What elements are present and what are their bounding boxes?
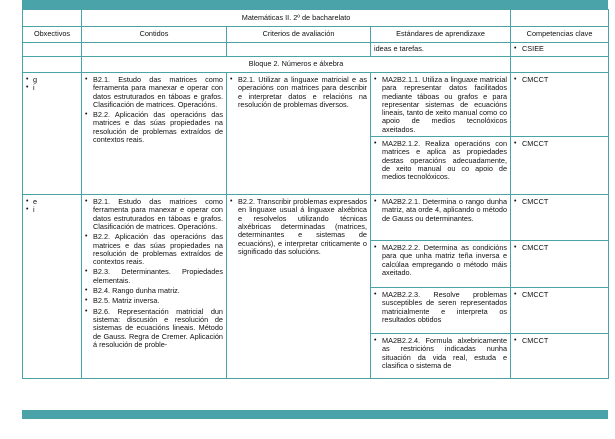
content-item: • B2.2. Aplicación das operacións das matrices e das súas propiedades na resolución de problemas extraídos de contextos reais. <box>85 233 223 266</box>
competence-item: • CMCCT <box>514 337 605 345</box>
competence-item: • CMCCT <box>514 140 605 148</box>
content-item: • B2.3. Determinantes. Propiedades elementais. <box>85 268 223 285</box>
objective-item: • i <box>26 206 78 214</box>
criterion-item: • B2.2. Transcribir problemas expresados en linguaxe usual á linguaxe alxébrica e resolvelos utilizando técnicas alxébricas determinadas (matrices, determinantes e sistemas de ecuacións), e interpretar criticamente o significado das solucións. <box>230 198 367 256</box>
row2-objectives <box>23 195 82 379</box>
table-title: Matemáticas II. 2º de bacharelato <box>82 10 511 27</box>
standard-item: • MA2B2.2.4. Formula alxebricamente as restricións indicadas nunha situación da vida real, estuda e clasifica o sistema de <box>374 337 507 370</box>
carryover-standard: ideas e tarefas. <box>371 43 511 57</box>
criterion-item: • B2.1. Utilizar a linguaxe matricial e as operacións con matrices para describir e interpretar datos e relacións na resolución de problemas diversos. <box>230 76 367 109</box>
objective-item: • i <box>26 84 78 92</box>
standard-item: • MA2B2.2.2. Determina as condicións para que unha matriz teña inversa e calcúlaa empregando o método máis axeitado. <box>374 244 507 277</box>
competence-item: • CMCCT <box>514 291 605 299</box>
carryover-competence: • CSIEE <box>514 45 605 53</box>
header-contents: Contidos <box>82 27 227 43</box>
standard-item: • MA2B2.1.1. Utiliza a linguaxe matricial para representar datos facilitados mediante táboas ou grafos e para representar sistemas de ecuacións lineais, tanto de xeito manual como co apoio de medios tecnolóxicos axeitados. <box>374 76 507 134</box>
header-strip <box>22 0 608 9</box>
header-standards: Estándares de aprendizaxe <box>371 27 511 43</box>
standard-item: • MA2B2.2.1. Determina o rango dunha matriz, ata orde 4, aplicando o método de Gauss ou determinantes. <box>374 198 507 223</box>
content-item: • B2.4. Rango dunha matriz. <box>85 287 223 295</box>
content-item: • B2.5. Matriz inversa. <box>85 297 223 305</box>
header-competences: Competencias clave <box>511 27 609 43</box>
row1-contents <box>82 73 227 195</box>
footer-strip <box>22 410 608 419</box>
row2-standard-3 <box>371 288 511 334</box>
row2-contents <box>82 195 227 379</box>
row1-criteria <box>227 73 371 195</box>
standard-item: • MA2B2.2.3. Resolve problemas susceptibles de seren representados matricialmente e interpreta os resultados obtidos <box>374 291 507 324</box>
header-criteria: Criterios de avaliación <box>227 27 371 43</box>
content-item: • B2.2. Aplicación das operacións das matrices e das súas propiedades na resolución de problemas extraídos de contextos reais. <box>85 111 223 144</box>
header-objectives: Obxectivos <box>23 27 82 43</box>
row1-standard-1 <box>371 73 511 137</box>
row2-standard-1 <box>371 195 511 241</box>
row2-standard-4 <box>371 334 511 379</box>
competence-item: • CMCCT <box>514 198 605 206</box>
content-item: • B2.6. Representación matricial dun sistema: discusión e resolución de sistemas de ecuacións lineais. Método de Gauss. Regra de Cremer. Aplicación á resolución de proble- <box>85 308 223 349</box>
content-item: • B2.1. Estudo das matrices como ferramenta para manexar e operar con datos estruturados en táboas e grafos. Clasificación de matrices. Operacións. <box>85 76 223 109</box>
block-title: Bloque 2. Números e álxebra <box>82 57 511 73</box>
standard-item: • MA2B2.1.2. Realiza operacións con matrices e aplica as propiedades destas operacións adecuadamente, de xeito manual ou co apoio de medios tecnolóxicos. <box>374 140 507 181</box>
competence-item: • CMCCT <box>514 244 605 252</box>
content-item: • B2.1. Estudo das matrices como ferramenta para manexar e operar con datos estruturados en táboas e grafos. Clasificación de matrices. Operacións. <box>85 198 223 231</box>
row2-criteria <box>227 195 371 379</box>
objective-item: • e <box>26 198 78 206</box>
row2-standard-2 <box>371 241 511 288</box>
competence-item: • CMCCT <box>514 76 605 84</box>
row1-standard-2 <box>371 137 511 195</box>
row1-objectives <box>23 73 82 195</box>
objective-item: • g <box>26 76 78 84</box>
curriculum-table <box>22 9 609 379</box>
